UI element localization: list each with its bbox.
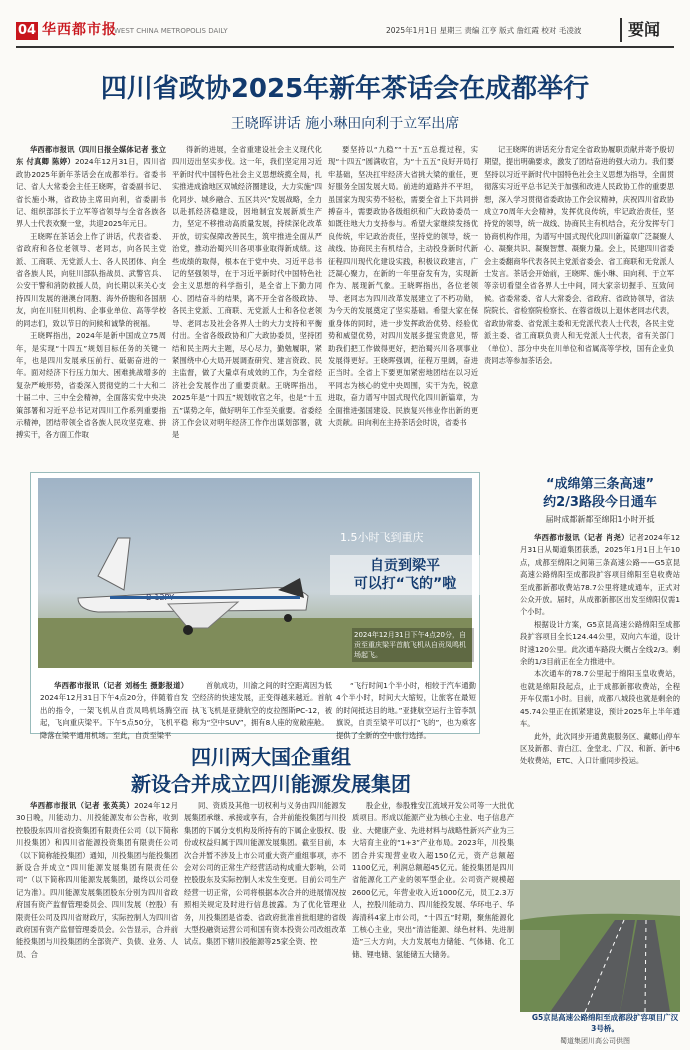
story3-headline-1: “成绵第三条高速” <box>545 477 655 492</box>
photo-title-2: 可以打“飞的”啦 <box>353 576 457 592</box>
photo-credit: 蜀道集团川高公司供图 <box>560 1037 630 1045</box>
story1-column-3 <box>328 144 478 474</box>
story3-para: 此外，此次同步开通黄鹿服务区、藏郷山停车区及新都、青白江、金堂北、广汉、和新、新中6处收费站，ETC、入口计重同步投运。 <box>520 731 680 766</box>
story1-headline: 四川省政协2025年新年茶话会在成都举行 <box>100 74 590 104</box>
story4-para: 股企业，参股雅安江流域开发公司等一大批优质项目。形成以能源产业为核心主业、电子信息产业、大健康产业、先进材料与战略性新兴产业为三大培育主业的“1+3”产业布局。2023年，川投集团合并实现营业收入超150亿元，资产总额超1100亿元，利润总额超45亿元。能投集团是四川省能源化工产业的领军型企业。公司资产规模超2600亿元，年营业收入近1000亿元，员工2.3万人，控股川能动力、四川能投发展、华环电子、华海清科4家上市公司，“十四五”时期，聚焦能源化工核心主业，突出“清洁能源、绿色材料、先进制造”三大方向，大力发展电力储能、气体储、化工储、锂电储、氢能储五大储务。 <box>352 801 514 959</box>
story2-para: 首航成功，川渝之间的时空距离因为低空经济的快速发展，正变得越来越近。首航执飞飞机是亚捷航空的皮拉图斯PC-12，被称为“空中SUV”，拥有8人座的宽敞座舱。 <box>192 681 332 728</box>
section-label: 要闻 <box>620 18 660 42</box>
story1-para: 王晓晖指出，2024年是新中国成立75周年，是实现“十四五”规划目标任务的关键一年，也是四川发展承压前行、砥砺奋进的一年。面对经济下行压力加大、困难挑战增多的复杂严峻形势，省委深入贯彻党的二十大和二十届二中、三中全会精神，全面落实党中央决策部署和习近平总书记对四川工作系列重要指示精神，团结带领全省各族人民攻坚克难、拼搏实干，各方面工作取 <box>16 331 166 440</box>
newspaper-logo: 华西都市报 <box>42 22 117 38</box>
story3-para: 本次通车的78.7公里起于绵阳玉皇收费站，也就是绵阳段起点，止于成都新都收费站，全程开车仅需1小时。目前，成都八城段也就是剩余的45.74公里正在抓紧建设，预计2025年上半年通车。 <box>520 669 680 729</box>
story2-para: “飞行时间1个半小时，相较于汽车通勤4个半小时，时间大大缩短，让旅客在最短的时间抵达目的地。”亚捷航空运行主管李凯旗说，自贡至梁平可以打“飞的”，也为乘客提供了全新的空中旅行选择。 <box>336 681 476 740</box>
story4-para: 2024年12月30日晚，川能动力、川投能源发布公告称，收到控股股东四川省投资集团有限责任公司（以下简称川投集团）和四川省能源投资集团有限责任公司（以下简称能投集团）通知，川投集团与能投集团新设合并成立“四川能源发展集团有限责任公司”（以下简称四川能源发展集团，最终以公司登记为准）。四川能源发展集团股东分别为四川省政府国有资产监督管理委员会、四川发展（控股）有限责任公司及四川省财政厅，实际控制人为四川省政府国有资产监督管理委员会。公告显示，合并前能投集团与川投集团的全部资产、负债、业务、人员、合 <box>16 801 178 959</box>
story4-headline <box>16 744 526 798</box>
story4-column-2 <box>184 800 346 1036</box>
newspaper-logo-sub: WEST CHINA METROPOLIS DAILY <box>114 27 228 35</box>
story2-column-1 <box>40 680 188 740</box>
story3-subhead: 届时成都新都至绵阳1小时开抵 <box>545 515 655 524</box>
highway-photo <box>520 880 680 1012</box>
story4-byline: 华西都市报讯（记者 张英英） <box>30 801 135 810</box>
story3-headline <box>520 476 680 526</box>
story4-column-3 <box>352 800 514 1036</box>
story2-byline: 华西都市报讯（记者 刘杨生 摄影报道） <box>54 681 188 690</box>
story4-para: 同、资质及其他一切权利与义务由四川能源发展集团承继、承接或享有，合并前能投集团与川投集团的下属分支机构及所持有的下属企业股权、股份或权益归属于四川能源发展集团。截至目前，本次合并暂不涉及上市公司重大资产重组事项，亦不会对公司的正常生产经营活动构成重大影响，公司控股股东及实际控制人未发生变更。目前公司生产经营一切正常，公司将根据本次合并的进展情况按照相关规定及时进行信息披露。为了优化管理业务，川投集团是省委、省政府批准首批组建的省级大型投融资运营公司和国有资本投资公司改组改革试点。集团下辖川投能源等25家全资、控 <box>184 801 346 947</box>
story1-column-1 <box>16 144 166 474</box>
story1-para: 得新的进展，全省重建设社会主义现代化四川迈出坚实步伐。这一年，我们坚定用习近平新时代中国特色社会主义思想统揽全局，扎实推进成渝地区双城经济圈建设，大力实施“四化同步、城乡融合、五区共兴”发展战略，全力以赴抓经济稳建设，因地制宜发展新质生产力，坚定不移推动高质量发展，持续深化改革开放，切实保障改善民生，筑牢推进全面从严治党，推动治蜀兴川各项事业取得新成绩。这些成绩的取得，根本在于党中央、习近平总书记的坚强领导，在于习近平新时代中国特色社会主义思想的科学指引，是全省上下勤力同心、团结奋斗的结果，离不开全省各级政协、各民主党派、工商联、无党派人士和各位老领导、老同志及社会各界人士的大力支持和平衡付出。全省各级政协和广大政协委员，坚持团结和民主两大主题，尽心尽力，勤勉履职，紧紧围绕中心大局开展调查研究、建言资政、民主监督，做了大量卓有成效的工作，为全省经济社会发展作出了重要贡献。王晓晖指出，2025年是“十四五”规划收官之年，也是“十五五”谋势之年，做好明年工作至关重要。省委经济工作会议对明年经济工作作出谋划部署，就是 <box>172 145 322 440</box>
story2-column-2 <box>192 680 332 732</box>
page-number: 04 <box>17 23 37 38</box>
story1-para: 王晓晖在茶话会上作了讲话，代表省委、省政府和各位老领导、老同志，向各民主党派、工商联、无党派人士、各人民团体、向全省各族人民，向驻川部队指战员、武警官兵、公安干警和消防救援人员，向长期以来关心支持四川发展的港澳台同胞、海外侨胞和各国朋友，向在川驻川机构、企事业单位、高等学校的同志们，致以节日的问候和诚挚的祝福。 <box>16 231 166 328</box>
issue-meta: 2025年1月1日 星期三 责编 江亨 版式 詹红霞 校对 毛凌波 <box>386 26 582 35</box>
highway-illustration <box>520 880 680 1012</box>
photo-caption: 2024年12月31日下午4点20分，自贡至重庆梁平首航飞机从自贡凤鸣机场起飞。 <box>352 628 474 662</box>
story3-headline-2: 约2/3路段今日通车 <box>543 495 657 510</box>
story4-headline-2: 新设合并成立四川能源发展集团 <box>131 772 411 796</box>
story1-para: 2024年12月31日，四川省政协2025年新年茶话会在成都举行。省委书记、省人大常委会主任王晓晖，省委副书记、省长施小琳，省政协主席田向利，省委副书记、组织部部长于立军等省领导与全省各族各界人士代表欢聚一堂，共迎2025年元日。 <box>16 157 166 229</box>
story1-para: 要坚持以“九稳”“十五”五总揽过程，实现“十四五”圆满收官，为“十五五”良好开局打牢基础，坚决扛牢经济大省挑大梁的重任，更好服务全国发展大局。前进的道路并不平坦，虽国家为现实势不轻松，需要全省上下共同拼搏奋斗，需要政协各级组织和广大政协委员一如既往地大力支持参与。希望大家继续发扬优良传统，牢记政治责任，坚持党的领导，统一战线、协商民主有机结合，主动投身新时代新征程四川现代化建设实践，积极议政建言，广泛凝心聚力，在新的一年里奋发有为，实现新作为、展现新气象。王晓晖指出，各位老领导、老同志为四川改革发展建立了不朽功勋，为今天的发展奠定了坚实基础。希望大家在保重身体的同时，进一步发挥政治优势、经验优势和威望优势，对四川发展多提宝贵意见，帮助我们把工作做得更好，把治蜀兴川各项事业发展得更好。王晓晖强调，征程万里阔，奋进正当时。全省上下要更加紧密地团结在以习近平同志为核心的党中央周围，实干为先，锐意进取，奋力谱写中国式现代化四川新篇章，为全面推进强国建设、民族复兴伟业作出新的更大贡献。田向利在主持茶话会时说，省委书 <box>328 145 478 427</box>
story2-column-3 <box>336 680 476 740</box>
story3-para: 记者2024年12月31日从蜀道集团获悉，2025年1月1日上午10点，成都至绵阳之间第三条高速公路——G5京昆高速公路绵阳至成都段扩容项目绵阳至皂收费站至成都新都收费站78.7公里将建成通车，正式对公众开放。届时，从成都新都区出发至绵阳仅需1个小时。 <box>520 533 681 617</box>
story3-byline: 华西都市报讯（记者 肖尧） <box>534 533 629 542</box>
story3-body <box>520 532 680 876</box>
story1-subhead: 王晓晖讲话 施小琳田向利于立军出席 <box>230 116 460 132</box>
photo-title-1: 自贡到梁平 <box>370 558 440 574</box>
header-rule <box>16 46 674 48</box>
story1-byline: 华西都市报讯（四川日报全媒体记者 张立东 付真卿 陈婷） <box>16 145 166 167</box>
photo-tag: 1.5小时飞到重庆 <box>340 531 424 544</box>
story3-para: 根据设计方案，G5京昆高速公路绵阳至成都段扩容项目全长124.44公里，双向六车道，设计时速120公里。此次通车路段大概占全线2/3。剩余的1/3目前正在全力推进中。 <box>520 619 680 667</box>
highway-caption: G5京昆高速公路绵阳至成都段扩容项目广汉3号桥。 <box>531 1013 679 1033</box>
story1-column-4 <box>484 144 674 474</box>
story1-column-2 <box>172 144 322 474</box>
story2-para: 2024年12月31日下午4点20分，伴随着自发出的指令，一架飞机从自贡凤鸣机场腾空而起，飞向重庆梁平。下午5点50分，飞机平稳降落在梁平通用机场。至此，自贡至梁平 <box>40 693 188 740</box>
story1-para: 记王晓晖的讲话充分肯定全省政协履职贡献并寄予殷切期望，提出明确要求，激发了团结奋进的强大动力。我们要坚持以习近平新时代中国特色社会主义思想为指导，全面贯彻落实习近平总书记关于加强和改进人民政协工作的重要思想，深入学习贯彻省委政协工作会议精神，庆祝四川省政协成立70周年大会精神，发挥优良传统，牢记政治责任，坚持党的领导，统一战线、协商民主有机结合，充分发挥专门协商机构作用，为谱写中国式现代化四川新篇章广泛凝聚人心、凝聚共识、凝聚智慧、凝聚力量。会上，民建四川省委会主委翻商华代表各民主党派省委会、省工商联和无党派人士发言。茶话会开始前，王晓晖、施小琳、田向利、于立军等亲切看望全省各界人士中间，同大家亲切握手、互致问候。省委常委、省人大常委会、省政府、省政协领导，省法院院长、省检察院检察长、在蓉省级以上退休老同志代表，省政协常委、省党派主委和无党派代表人士代表，各民主党派主委、省工商联负责人和无党派人士代表，省有关部门（单位）、部分中央在川单位和省属高等学校，国有企业负责同志等参加茶话会。 <box>484 145 674 365</box>
story4-column-1 <box>16 800 178 1036</box>
story4-headline-1: 四川两大国企重组 <box>191 745 351 769</box>
